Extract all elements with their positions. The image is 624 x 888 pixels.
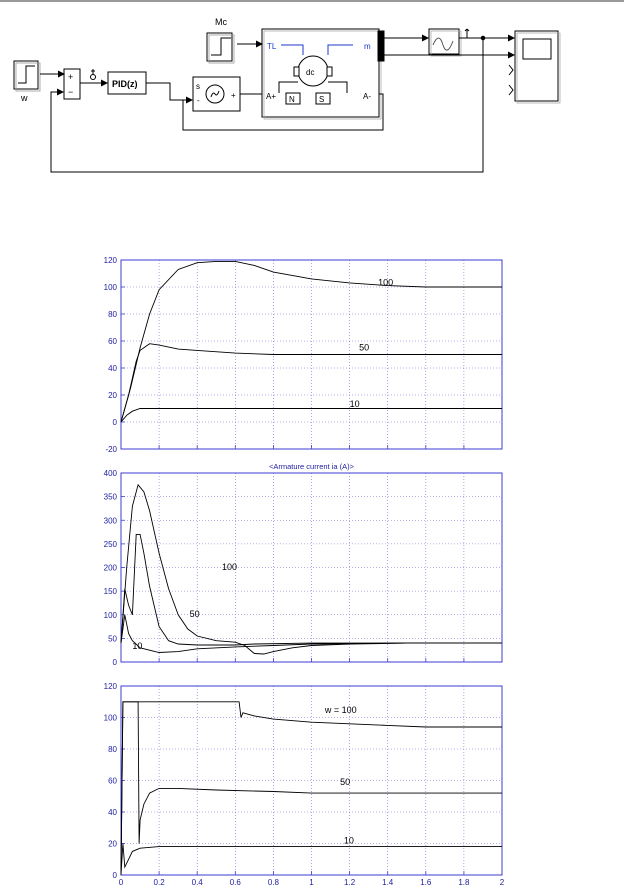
ytick-label: 350 bbox=[103, 492, 117, 502]
xtick-label: 0.4 bbox=[191, 878, 203, 887]
ytick-label: 40 bbox=[108, 364, 117, 373]
ytick-label: -20 bbox=[105, 445, 117, 454]
sum-block[interactable] bbox=[64, 69, 80, 99]
ytick-label: 200 bbox=[103, 563, 117, 573]
motor-label-dc: dc bbox=[306, 68, 315, 77]
pid-block[interactable] bbox=[108, 72, 146, 94]
ytick-label: 60 bbox=[108, 776, 117, 786]
series-annotation: 50 bbox=[359, 342, 370, 353]
simulink-diagram bbox=[14, 17, 560, 172]
sum-minus-sign: − bbox=[68, 87, 74, 97]
ytick-label: 0 bbox=[112, 871, 117, 880]
motor-label-n: N bbox=[289, 95, 295, 104]
motor-port-aminus: A- bbox=[363, 92, 371, 101]
demux-block[interactable] bbox=[378, 31, 384, 61]
series-annotation: 100 bbox=[378, 277, 394, 288]
ytick-label: 300 bbox=[103, 516, 117, 526]
ytick-label: 20 bbox=[108, 839, 117, 849]
converter-port-minus: - bbox=[197, 96, 200, 105]
armature-current-chart bbox=[104, 462, 502, 667]
step-mc-block[interactable] bbox=[207, 17, 234, 63]
dc-motor-block[interactable] bbox=[262, 29, 381, 119]
motor-port-aplus: A+ bbox=[266, 92, 277, 101]
series-annotation: 10 bbox=[343, 835, 354, 846]
motor-label-s: S bbox=[319, 95, 325, 104]
xtick-label: 1.6 bbox=[420, 878, 432, 887]
ytick-label: 50 bbox=[108, 634, 117, 644]
ytick-label: 120 bbox=[103, 682, 117, 691]
xtick-label: 0.6 bbox=[229, 878, 241, 887]
ytick-label: 100 bbox=[103, 283, 117, 292]
ytick-label: 60 bbox=[108, 337, 117, 346]
torque-response-chart bbox=[104, 682, 505, 887]
step-w-block[interactable] bbox=[14, 61, 40, 103]
xtick-label: 0 bbox=[118, 878, 124, 887]
xtick-label: 1.8 bbox=[458, 878, 470, 887]
sum-output-tap bbox=[91, 69, 96, 80]
series-annotation: w = 100 bbox=[324, 704, 357, 715]
ytick-label: 250 bbox=[103, 539, 117, 549]
xtick-label: 1 bbox=[309, 878, 314, 887]
xtick-label: 0.2 bbox=[153, 878, 165, 887]
sum-plus-sign: + bbox=[68, 72, 74, 82]
converter-block[interactable] bbox=[193, 77, 240, 111]
ytick-label: 80 bbox=[108, 310, 117, 319]
ytick-label: 40 bbox=[108, 808, 117, 817]
ytick-label: 120 bbox=[103, 256, 117, 265]
scope-block[interactable] bbox=[509, 31, 560, 103]
xtick-label: 0.8 bbox=[267, 878, 279, 887]
ytick-label: 150 bbox=[103, 587, 117, 597]
step-w-label: w bbox=[21, 93, 28, 103]
motor-port-tl: TL bbox=[267, 42, 277, 51]
motor-port-m: m bbox=[364, 42, 371, 51]
ytick-label: 80 bbox=[108, 745, 117, 754]
speed-response-chart bbox=[104, 256, 502, 454]
converter-port-plus: + bbox=[231, 91, 236, 100]
series-annotation: 100 bbox=[221, 561, 237, 572]
ytick-label: 100 bbox=[103, 610, 117, 620]
step-mc-label: Mc bbox=[215, 17, 227, 27]
chart-title: <Armature current ia (A)> bbox=[268, 462, 355, 471]
ytick-label: 0 bbox=[112, 658, 117, 667]
pid-label: PID(z) bbox=[112, 79, 138, 89]
ytick-label: 20 bbox=[108, 391, 117, 400]
filter-block[interactable] bbox=[429, 29, 469, 56]
ytick-label: 400 bbox=[103, 469, 117, 478]
ytick-label: 100 bbox=[103, 713, 117, 723]
series-annotation: 50 bbox=[189, 609, 200, 620]
series-annotation: 10 bbox=[349, 399, 360, 410]
xtick-label: 2 bbox=[499, 878, 505, 887]
series-annotation: 50 bbox=[340, 777, 351, 788]
ytick-label: 0 bbox=[112, 418, 117, 427]
converter-port-s: s bbox=[196, 82, 200, 91]
xtick-label: 1.2 bbox=[344, 878, 356, 887]
series-annotation: 10 bbox=[132, 640, 143, 651]
xtick-label: 1.4 bbox=[382, 878, 394, 887]
